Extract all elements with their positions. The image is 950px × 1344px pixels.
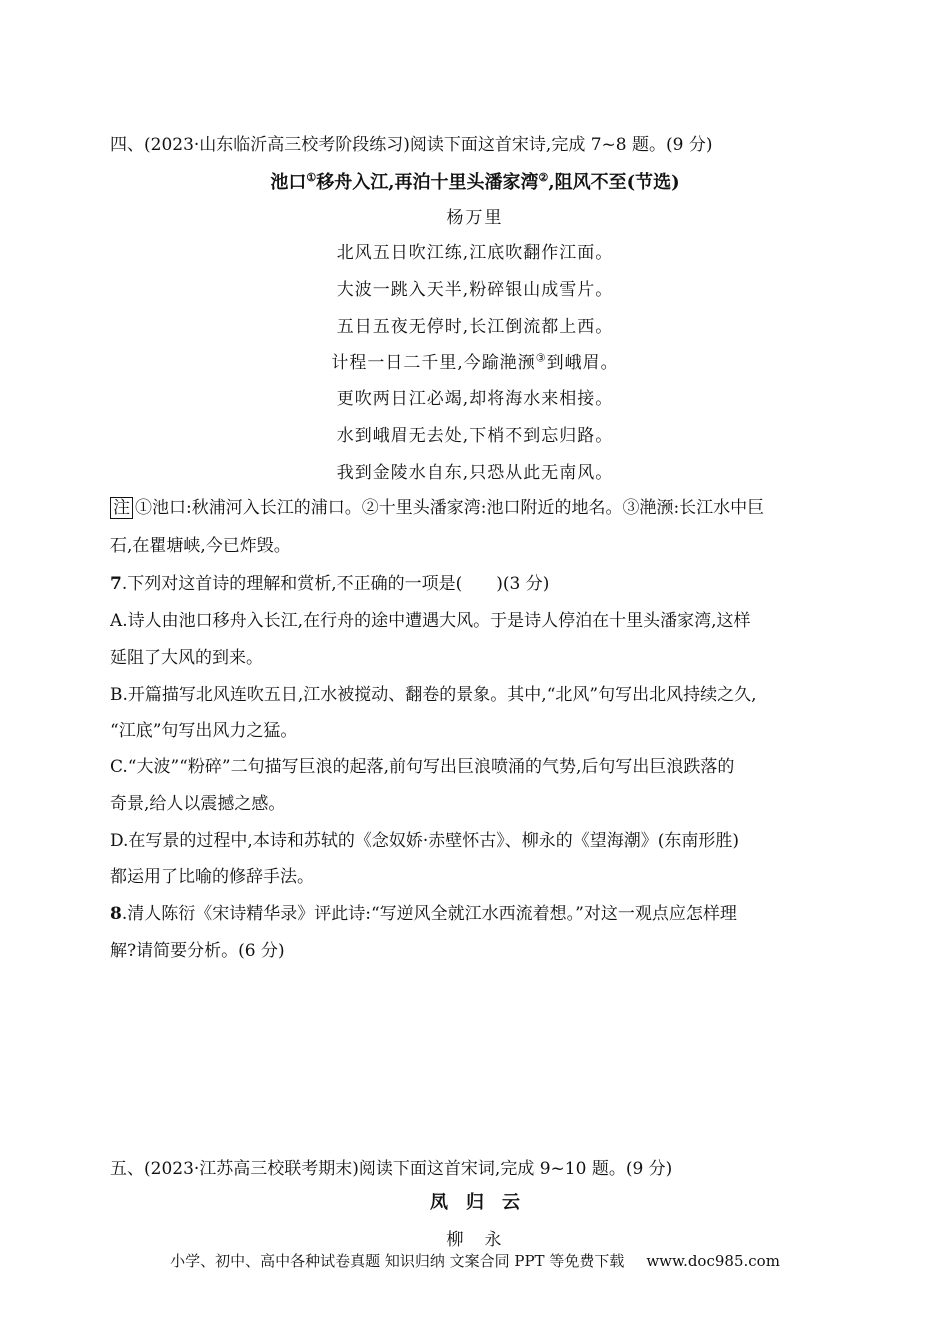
note-text: 石,在瞿塘峡,今已炸毁。	[110, 536, 291, 556]
note-text: ①池口:秋浦河入长江的浦口。②十里头潘家湾:池口附近的地名。③滟滪:长江水中巨	[135, 498, 765, 518]
poem-line: 更吹两日江必竭,却将海水来相接。	[336, 389, 614, 409]
note-label: 注	[110, 497, 133, 519]
poem-line: 大波一跳入天半,粉碎银山成雪片。	[336, 280, 614, 300]
poem-title: 凤 归 云	[430, 1192, 520, 1213]
poem-line: 水到峨眉无去处,下梢不到忘归路。	[336, 426, 614, 446]
footnote-marker: ③	[535, 351, 547, 365]
option-b: B.开篇描写北风连吹五日,江水被搅动、翻卷的景象。其中,“北风”句写出北风持续之久,	[110, 685, 757, 705]
question-8-stem	[110, 899, 737, 924]
question-7-stem	[110, 569, 549, 594]
poem-title-part: 移舟入江,再泊十里头潘家湾	[316, 172, 539, 193]
poem-line	[0, 348, 950, 373]
option-a-cont: 延阻了大风的到来。	[110, 648, 263, 668]
footnotes	[110, 493, 764, 519]
footnote-marker: ①	[306, 171, 317, 184]
poem-line: 我到金陵水自东,只恐从此无南风。	[336, 463, 614, 483]
option-b-cont: “江底”句写出风力之猛。	[110, 721, 298, 741]
question-number: 8	[110, 904, 122, 924]
question-number: 7	[110, 574, 122, 594]
poem-line: 五日五夜无停时,长江倒流都上西。	[336, 317, 614, 337]
option-a: A.诗人由池口移舟入长江,在行舟的途中遭遇大风。于是诗人停泊在十里头潘家湾,这样	[110, 611, 751, 631]
question-8-stem-cont: 解?请简要分析。(6 分)	[110, 941, 285, 961]
footnote-marker: ②	[538, 171, 549, 184]
page-footer	[0, 1250, 950, 1271]
poem-line-part: 到峨眉。	[546, 353, 619, 373]
option-c-cont: 奇景,给人以震撼之感。	[110, 794, 286, 814]
section5-heading: 五、(2023·江苏高三校联考期末)阅读下面这首宋词,完成 9~10 题。(9 分)	[110, 1159, 673, 1179]
poem-line: 北风五日吹江练,江底吹翻作江面。	[336, 243, 614, 263]
question-text: .清人陈衍《宋诗精华录》评此诗:“写逆风全就江水西流着想。”对这一观点应怎样理	[121, 904, 737, 924]
poem-line-part: 计程一日二千里,今踰滟滪	[331, 353, 536, 373]
option-d: D.在写景的过程中,本诗和苏轼的《念奴娇·赤壁怀古》、柳永的《望海潮》(东南形胜)	[110, 831, 739, 851]
footer-text: 小学、初中、高中各种试卷真题 知识归纳 文案合同 PPT 等免费下载	[170, 1252, 625, 1270]
section4-heading: 四、(2023·山东临沂高三校考阶段练习)阅读下面这首宋诗,完成 7~8 题。(9 分)	[110, 135, 713, 155]
poem-author: 柳 永	[446, 1230, 504, 1250]
poem-author: 杨万里	[446, 208, 504, 228]
poem-title-part: ,阻风不至(节选)	[548, 172, 680, 193]
poem-title-part: 池口	[270, 172, 307, 193]
option-c: C.“大波”“粉碎”二句描写巨浪的起落,前句写出巨浪喷涌的气势,后句写出巨浪跌落的	[110, 757, 735, 777]
footer-url[interactable]: www.doc985.com	[646, 1252, 780, 1270]
poem-title	[0, 168, 950, 194]
option-d-cont: 都运用了比喻的修辞手法。	[110, 867, 314, 887]
question-text: .下列对这首诗的理解和赏析,不正确的一项是( )(3 分)	[121, 574, 550, 594]
